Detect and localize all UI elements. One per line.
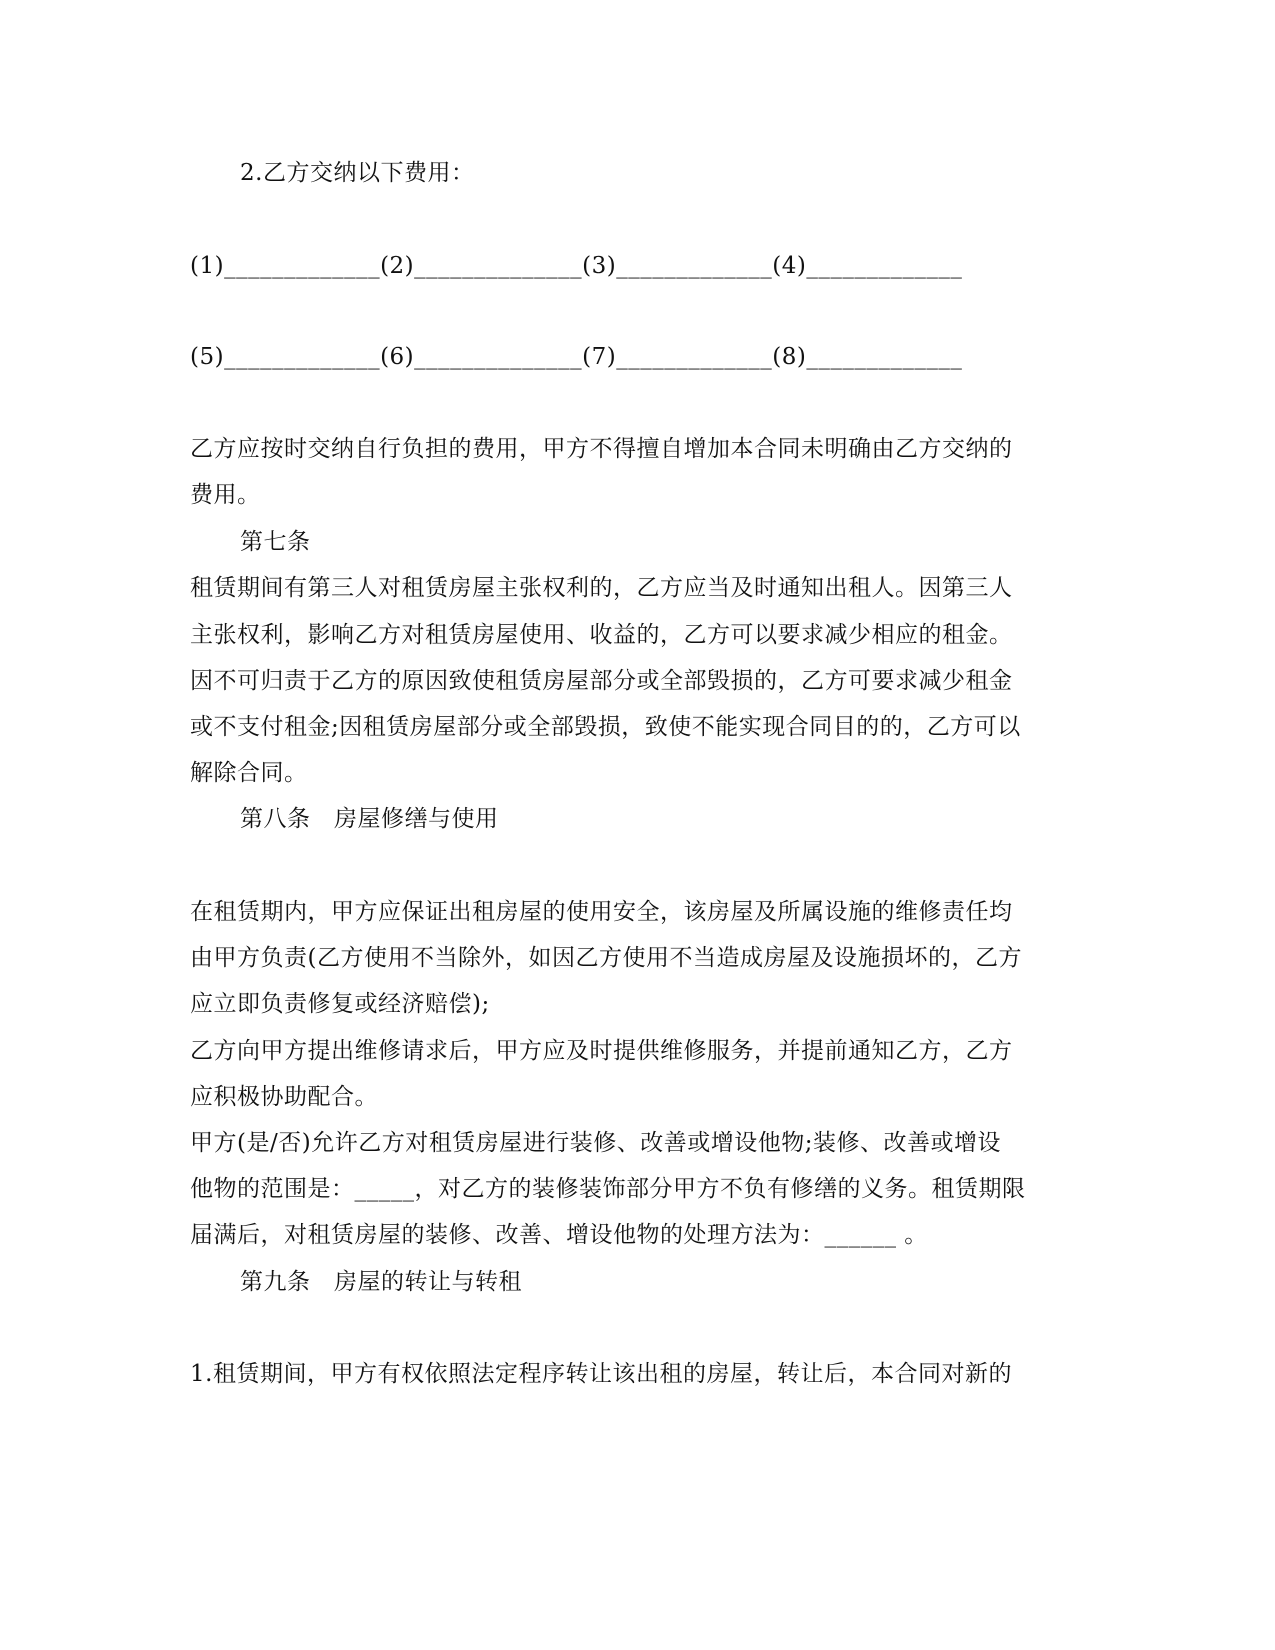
article-7-title: 第七条 (240, 529, 311, 555)
article-7-line: 主张权利，影响乙方对租赁房屋使用、收益的，乙方可以要求减少相应的租金。 (190, 622, 1013, 648)
article-8-line: 甲方(是/否)允许乙方对租赁房屋进行装修、改善或增设他物;装修、改善或增设 (190, 1130, 1001, 1156)
article-9-title: 第九条 房屋的转让与转租 (240, 1269, 522, 1295)
article-8-line: 应积极协助配合。 (190, 1084, 378, 1110)
article-8-line: 由甲方负责(乙方使用不当除外，如因乙方使用不当造成房屋及设施损坏的，乙方 (190, 945, 1022, 971)
article-7-line: 因不可归责于乙方的原因致使租赁房屋部分或全部毁损的，乙方可要求减少租金 (190, 668, 1013, 694)
item2-heading: 2.乙方交纳以下费用： (240, 160, 475, 186)
article-9-line: 1.租赁期间，甲方有权依照法定程序转让该出租的房屋，转让后，本合同对新的 (190, 1361, 1012, 1387)
article-8-line: 届满后，对租赁房屋的装修、改善、增设他物的处理方法为：______ 。 (190, 1222, 928, 1248)
article-7-line: 解除合同。 (190, 760, 308, 786)
article-8-title: 第八条 房屋修缮与使用 (240, 806, 499, 832)
article-8-line: 应立即负责修复或经济赔偿); (190, 991, 490, 1017)
article-8-line: 在租赁期内，甲方应保证出租房屋的使用安全，该房屋及所属设施的维修责任均 (190, 899, 1013, 925)
article-8-line: 乙方向甲方提出维修请求后，甲方应及时提供维修服务，并提前通知乙方，乙方 (190, 1038, 1013, 1064)
article-7-line: 租赁期间有第三人对租赁房屋主张权利的，乙方应当及时通知出租人。因第三人 (190, 575, 1013, 601)
fee-note-line: 费用。 (190, 482, 261, 508)
article-7-line: 或不支付租金;因租赁房屋部分或全部毁损，致使不能实现合同目的的，乙方可以 (190, 714, 1021, 740)
article-8-line: 他物的范围是：_____，对乙方的装修装饰部分甲方不负有修缮的义务。租赁期限 (190, 1176, 1026, 1202)
fee-blank-row-1: (1)_____________(2)______________(3)_____________(4)_____________ (190, 253, 963, 279)
fee-blank-row-2: (5)_____________(6)______________(7)_____________(8)_____________ (190, 344, 963, 370)
fee-note-line: 乙方应按时交纳自行负担的费用，甲方不得擅自增加本合同未明确由乙方交纳的 (190, 436, 1013, 462)
